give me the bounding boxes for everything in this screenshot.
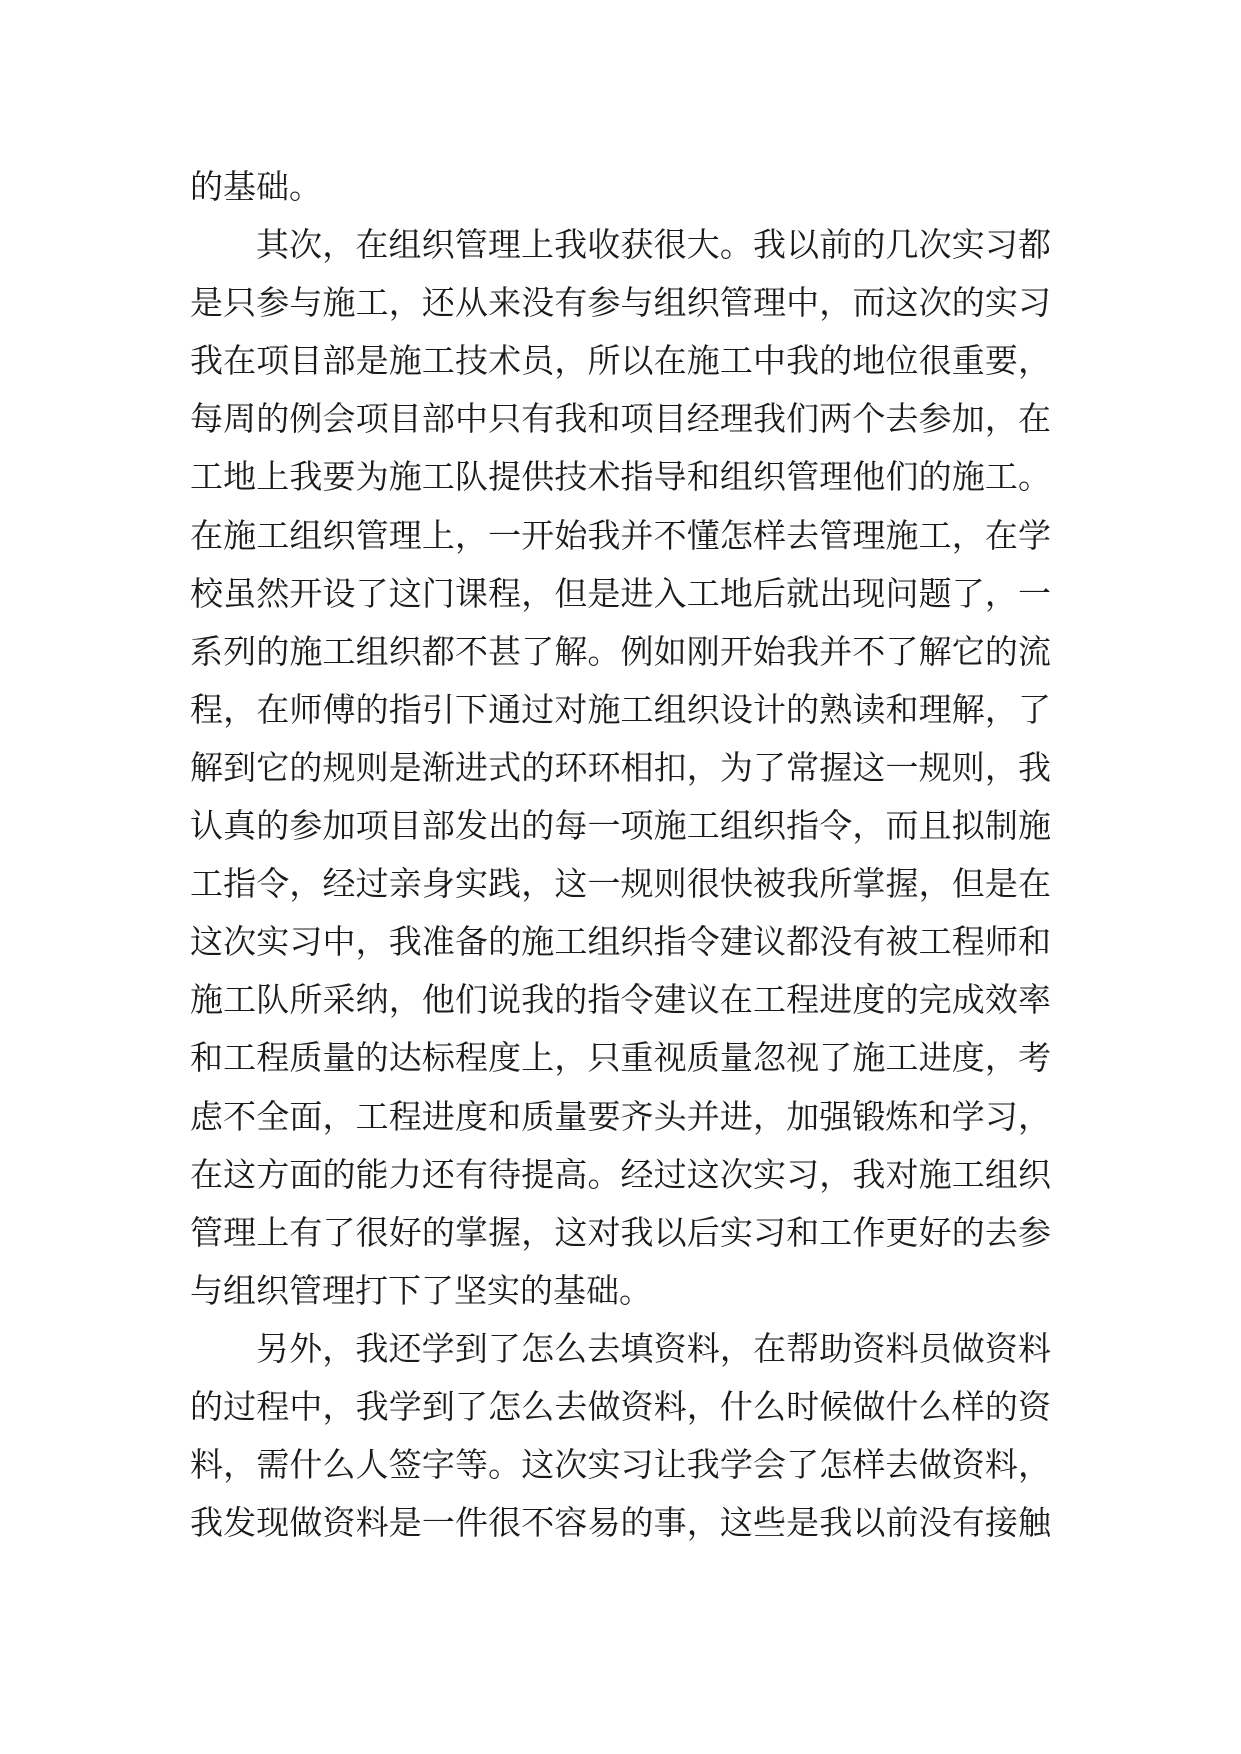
text-line: 认真的参加项目部发出的每一项施工组织指令，而且拟制施: [190, 806, 1051, 846]
text-line: 管理上有了很好的掌握，这对我以后实习和工作更好的去参: [190, 1212, 1051, 1252]
text-line: 其次，在组织管理上我收获很大。我以前的几次实习都: [256, 225, 1051, 265]
body-text: [190, 158, 1051, 1552]
text-line: 我在项目部是施工技术员，所以在施工中我的地位很重要，: [190, 341, 1051, 381]
text-line: 我发现做资料是一件很不容易的事，这些是我以前没有接触: [190, 1503, 1051, 1543]
text-line: 施工队所采纳，他们说我的指令建议在工程进度的完成效率: [190, 980, 1051, 1020]
text-line: 的过程中，我学到了怎么去做资料，什么时候做什么样的资: [190, 1386, 1051, 1426]
text-line: 在施工组织管理上，一开始我并不懂怎样去管理施工，在学: [190, 515, 1051, 555]
text-line: 工指令，经过亲身实践，这一规则很快被我所掌握，但是在: [190, 864, 1051, 904]
text-line: 工地上我要为施工队提供技术指导和组织管理他们的施工。: [190, 457, 1051, 497]
text-line: 的基础。: [190, 167, 322, 206]
text-line: 是只参与施工，还从来没有参与组织管理中，而这次的实习: [190, 283, 1051, 323]
text-line: 程，在师傅的指引下通过对施工组织设计的熟读和理解，了: [190, 689, 1051, 729]
text-line: 这次实习中，我准备的施工组织指令建议都没有被工程师和: [190, 922, 1051, 962]
text-line: 在这方面的能力还有待提高。经过这次实习，我对施工组织: [190, 1154, 1051, 1194]
text-line: 解到它的规则是渐进式的环环相扣，为了常握这一规则，我: [190, 747, 1051, 787]
text-line: 虑不全面，工程进度和质量要齐头并进，加强锻炼和学习，: [190, 1096, 1051, 1136]
text-line: 与组织管理打下了坚实的基础。: [190, 1270, 652, 1310]
text-line: 系列的施工组织都不甚了解。例如刚开始我并不了解它的流: [190, 631, 1051, 671]
text-line: 料，需什么人签字等。这次实习让我学会了怎样去做资料，: [190, 1445, 1051, 1485]
text-line: 另外，我还学到了怎么去填资料，在帮助资料员做资料: [256, 1328, 1051, 1368]
text-line: 每周的例会项目部中只有我和项目经理我们两个去参加，在: [190, 399, 1051, 439]
text-line: 校虽然开设了这门课程，但是进入工地后就出现问题了，一: [190, 573, 1051, 613]
text-line: 和工程质量的达标程度上，只重视质量忽视了施工进度，考: [190, 1038, 1051, 1078]
